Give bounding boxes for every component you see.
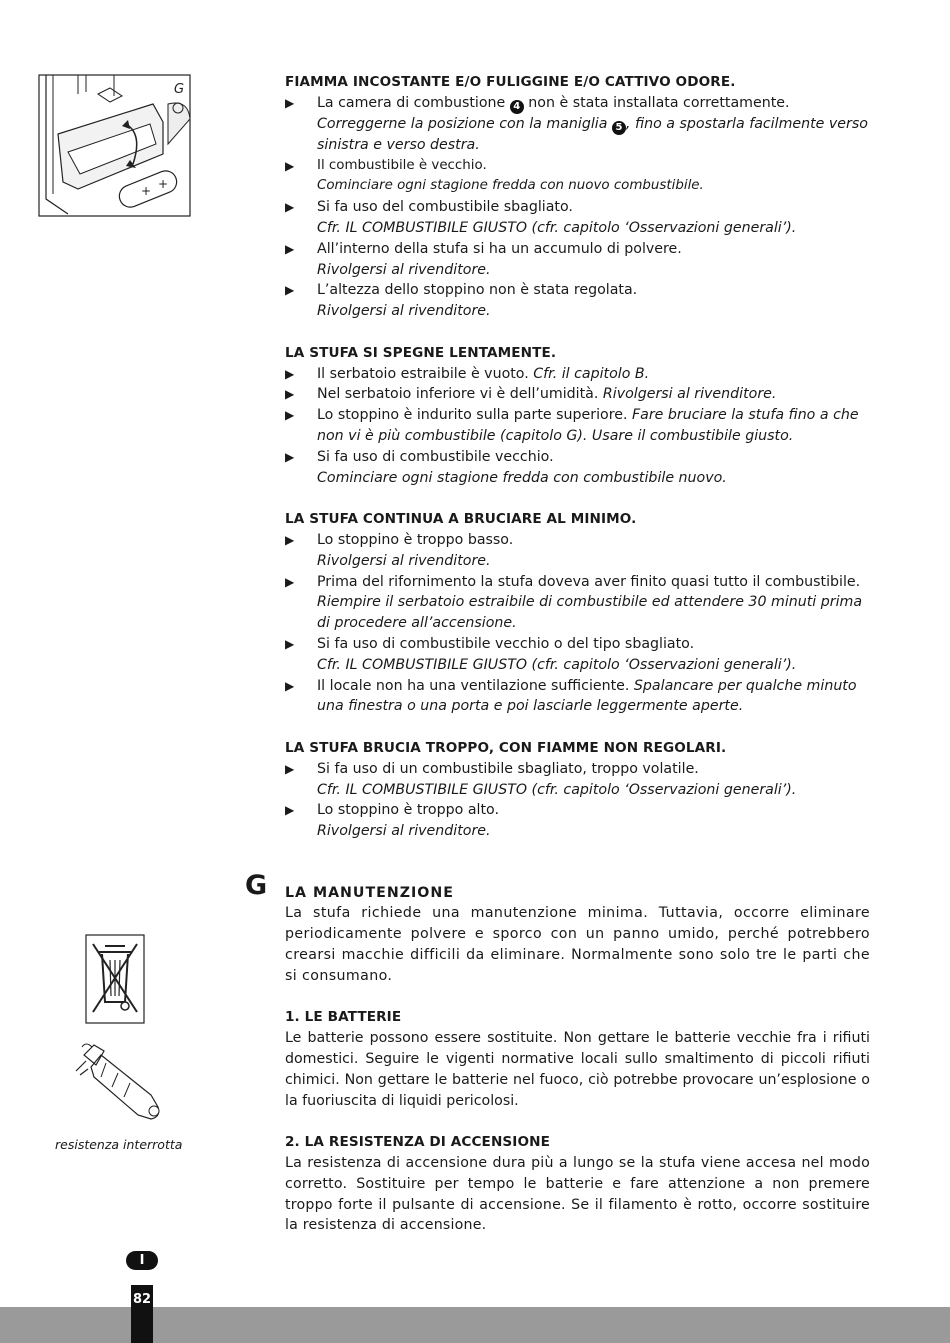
bullet-arrow-icon: ▶ <box>285 283 295 298</box>
bullet-arrow-icon: ▶ <box>285 761 295 776</box>
chapter-title: LA MANUTENZIONE <box>285 884 454 901</box>
section-fiamma <box>285 72 870 322</box>
list-item: ▶ Lo stoppino è indurito sulla parte superiore. Fare bruciare la stufa fino a che non vi è più combustibile (capitolo G). Usare il combustibile giusto. <box>285 407 859 444</box>
battery-compartment-illustration <box>38 74 191 217</box>
list-item: ▶ Il serbatoio estraibile è vuoto. Cfr. il capitolo B. <box>285 364 870 385</box>
list-item: ▶ Il locale non ha una ventilazione sufficiente. Spalancare per qualche minuto una finestra o una porta e poi lasciarle leggermente aperte. <box>285 677 857 715</box>
section-title: FIAMMA INCOSTANTE E/O FULIGGINE E/O CATTIVO ODORE. <box>285 74 736 90</box>
section-title: LA STUFA SI SPEGNE LENTAMENTE. <box>285 344 557 361</box>
bullet-arrow-icon: ▶ <box>285 387 295 402</box>
number-circle-5: 5 <box>612 121 626 135</box>
bullet-arrow-icon: ▶ <box>285 449 295 464</box>
subsection-title-batterie: 1. LE BATTERIE <box>285 1009 402 1026</box>
svg-text:+: + <box>141 184 152 198</box>
bullet-arrow-icon: ▶ <box>285 532 295 547</box>
igniter-caption: resistenza interrotta <box>55 1137 183 1152</box>
section-title: LA STUFA BRUCIA TROPPO, CON FIAMME NON REGOLARI. <box>285 739 727 756</box>
list-item: ▶ Il combustibile è vecchio. Cominciare ogni stagione fredda con nuovo combustibile. <box>285 157 704 194</box>
list-item: ▶ Si fa uso del combustibile sbagliato. Cfr. IL COMBUSTIBILE GIUSTO (cfr. capitolo ‘Osservazioni generali’). <box>285 199 797 236</box>
number-circle-4: 4 <box>510 100 524 114</box>
bullet-arrow-icon: ▶ <box>285 95 295 110</box>
section-minimo <box>285 509 870 717</box>
language-badge: I <box>126 1251 158 1270</box>
list-item: ▶ All’interno della stufa si ha un accumulo di polvere. Rivolgersi al rivenditore. <box>285 240 682 278</box>
crossed-out-bin-icon <box>85 934 145 1024</box>
list-item: ▶ Nel serbatoio inferiore vi è dell’umidità. Rivolgersi al rivenditore. <box>285 384 870 405</box>
bullet-arrow-icon: ▶ <box>285 158 295 173</box>
section-spegne <box>285 343 870 489</box>
subsection-title-resistenza: 2. LA RESISTENZA DI ACCENSIONE <box>285 1134 550 1151</box>
figure-label-g: G <box>174 82 185 97</box>
bullet-arrow-icon: ▶ <box>285 803 295 818</box>
list-item: ▶ Lo stoppino è troppo basso. Rivolgersi al rivenditore. <box>285 531 514 569</box>
section-troppo <box>285 738 870 842</box>
bullet-arrow-icon: ▶ <box>285 200 295 215</box>
section-title: LA STUFA CONTINUA A BRUCIARE AL MINIMO. <box>285 511 637 528</box>
bullet-arrow-icon: ▶ <box>285 636 295 651</box>
list-item: ▶ La camera di combustione 4 non è stata installata correttamente. Correggerne la posizione con la maniglia 5 , fino a spostarla facilmente verso sinistra e verso destra. <box>285 94 868 153</box>
page-number: 82 <box>131 1285 153 1343</box>
bullet-arrow-icon: ▶ <box>285 408 295 423</box>
igniter-bulb-illustration <box>66 1037 166 1123</box>
list-item: ▶ L’altezza dello stoppino non è stata regolata. Rivolgersi al rivenditore. <box>285 282 638 320</box>
bullet-arrow-icon: ▶ <box>285 241 295 256</box>
list-item: ▶ Si fa uso di combustibile vecchio. Cominciare ogni stagione fredda con combustibile nuovo. <box>285 448 727 486</box>
subsection-text-batterie: Le batterie possono essere sostituite. Non gettare le batterie vecchie fra i rifiuti domestici. Seguire le vigenti normative locali sullo smaltimento di piccoli rifiuti chimici. Non gettare le batterie nel fuoco, ciò potrebbe provocare un’esplosione o la fuoriuscita di liquidi pericolosi. <box>285 1030 870 1109</box>
bullet-arrow-icon: ▶ <box>285 678 295 693</box>
list-item: ▶ Lo stoppino è troppo alto. Rivolgersi al rivenditore. <box>285 802 499 840</box>
bullet-arrow-icon: ▶ <box>285 366 295 381</box>
svg-text:+: + <box>158 177 169 191</box>
list-item: ▶ Si fa uso di un combustibile sbagliato, troppo volatile. Cfr. IL COMBUSTIBILE GIUSTO (cfr. capitolo ‘Osservazioni generali’). <box>285 760 797 798</box>
chapter-letter: G <box>245 870 268 901</box>
list-item: ▶ Prima del rifornimento la stufa doveva aver finito quasi tutto il combustibile. Riempire il serbatoio estraibile di combustibile ed attendere 30 minuti prima di procedere all’accensione. <box>285 573 863 632</box>
chapter-intro: La stufa richiede una manutenzione minima. Tuttavia, occorre eliminare periodicamente polvere e sporco con un panno umido, perché potrebbero crearsi macchie difficili da eliminare. Normalmente sono solo tre le parti che si consumano. <box>285 905 870 984</box>
main-content <box>285 72 870 1236</box>
subsection-text-resistenza: La resistenza di accensione dura più a lungo se la stufa viene accesa nel modo corretto. Sostituire per tempo le batterie e fare attenzione a non premere troppo forte il pulsante di accensione. Se il filamento è rotto, occorre sostituire la resistenza di accensione. <box>285 1155 870 1234</box>
bullet-arrow-icon: ▶ <box>285 574 295 589</box>
list-item: ▶ Si fa uso di combustibile vecchio o del tipo sbagliato. Cfr. IL COMBUSTIBILE GIUSTO (cfr. capitolo ‘Osservazioni generali’). <box>285 635 797 673</box>
